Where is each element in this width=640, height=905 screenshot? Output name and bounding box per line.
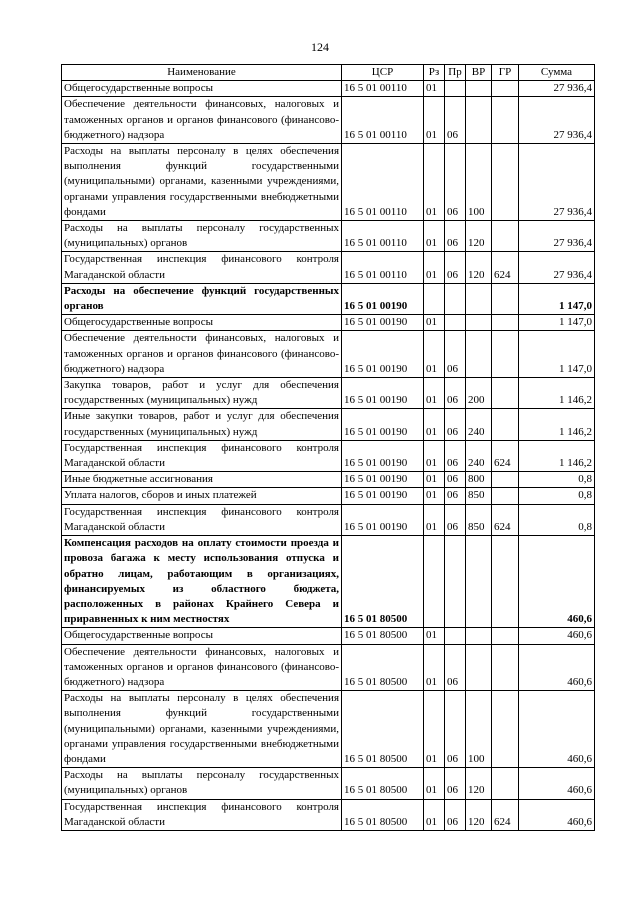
row-csr: 16 5 01 80500: [342, 536, 424, 628]
row-name: Иные бюджетные ассигнования: [62, 472, 342, 488]
row-csr: 16 5 01 00190: [342, 315, 424, 331]
row-sum: 27 936,4: [519, 81, 595, 97]
row-csr: 16 5 01 80500: [342, 691, 424, 768]
table-row: [62, 409, 595, 440]
row-csr: 16 5 01 00190: [342, 440, 424, 471]
row-sum: 460,6: [519, 628, 595, 644]
row-vr: 240: [466, 409, 492, 440]
row-csr: 16 5 01 80500: [342, 799, 424, 830]
row-sum: 460,6: [519, 768, 595, 799]
row-gr: [492, 472, 519, 488]
row-pr: 06: [445, 144, 466, 221]
row-sum: 460,6: [519, 644, 595, 691]
row-gr: [492, 768, 519, 799]
header-name: Наименование: [62, 65, 342, 81]
row-name: Обеспечение деятельности финансовых, налоговых и таможенных органов и органов финансового (финансово-бюджетного) надзора: [62, 97, 342, 144]
row-rz: 01: [424, 440, 445, 471]
row-gr: [492, 409, 519, 440]
row-vr: [466, 644, 492, 691]
row-rz: 01: [424, 331, 445, 378]
row-sum: 0,8: [519, 472, 595, 488]
row-gr: 624: [492, 252, 519, 283]
row-rz: 01: [424, 504, 445, 535]
row-sum: 27 936,4: [519, 97, 595, 144]
row-rz: 01: [424, 691, 445, 768]
row-name: Государственная инспекция финансового контроля Магаданской области: [62, 799, 342, 830]
row-rz: 01: [424, 628, 445, 644]
row-sum: 1 146,2: [519, 409, 595, 440]
row-name: Закупка товаров, работ и услуг для обеспечения государственных (муниципальных) нужд: [62, 378, 342, 409]
row-name: Общегосударственные вопросы: [62, 628, 342, 644]
row-vr: 200: [466, 378, 492, 409]
row-csr: 16 5 01 00110: [342, 221, 424, 252]
table-row: [62, 504, 595, 535]
table-row: [62, 81, 595, 97]
row-rz: 01: [424, 799, 445, 830]
row-sum: 460,6: [519, 536, 595, 628]
row-pr: [445, 81, 466, 97]
row-rz: 01: [424, 409, 445, 440]
page-number: 124: [311, 40, 329, 54]
row-name: Расходы на выплаты персоналу государственных (муниципальных) органов: [62, 221, 342, 252]
row-name: Государственная инспекция финансового контроля Магаданской области: [62, 504, 342, 535]
table-row: [62, 691, 595, 768]
row-vr: [466, 81, 492, 97]
table-row: [62, 799, 595, 830]
row-gr: [492, 97, 519, 144]
row-vr: 120: [466, 768, 492, 799]
row-gr: [492, 644, 519, 691]
row-name: Компенсация расходов на оплату стоимости проезда и провоза багажа к месту использования отпуска и обратно лицам, работающим в организациях, финансируемых из областного бюджета, расположенных в районах Крайнего Севера и приравненных к ним местностях: [62, 536, 342, 628]
header-sum: Сумма: [519, 65, 595, 81]
row-vr: 120: [466, 221, 492, 252]
row-csr: 16 5 01 00190: [342, 331, 424, 378]
row-sum: 460,6: [519, 799, 595, 830]
table-row: [62, 331, 595, 378]
row-pr: 06: [445, 97, 466, 144]
row-csr: 16 5 01 00110: [342, 252, 424, 283]
row-name: Расходы на выплаты персоналу в целях обеспечения выполнения функций государственными (муниципальными) органами, казенными учреждениями, органами управления государственными внебюджетными фондами: [62, 691, 342, 768]
table-row: [62, 283, 595, 314]
row-vr: [466, 628, 492, 644]
row-gr: 624: [492, 440, 519, 471]
row-sum: 1 146,2: [519, 440, 595, 471]
row-sum: 27 936,4: [519, 252, 595, 283]
row-rz: 01: [424, 97, 445, 144]
row-csr: 16 5 01 00110: [342, 144, 424, 221]
row-rz: [424, 283, 445, 314]
row-csr: 16 5 01 00190: [342, 504, 424, 535]
table-row: [62, 628, 595, 644]
row-vr: [466, 331, 492, 378]
row-gr: [492, 331, 519, 378]
row-name: Государственная инспекция финансового контроля Магаданской области: [62, 440, 342, 471]
budget-table: [61, 64, 595, 831]
row-sum: 1 147,0: [519, 283, 595, 314]
row-vr: [466, 536, 492, 628]
row-pr: [445, 283, 466, 314]
row-rz: 01: [424, 768, 445, 799]
row-pr: 06: [445, 691, 466, 768]
row-sum: 27 936,4: [519, 144, 595, 221]
row-pr: [445, 315, 466, 331]
row-name: Расходы на обеспечение функций государственных органов: [62, 283, 342, 314]
row-sum: 27 936,4: [519, 221, 595, 252]
row-name: Общегосударственные вопросы: [62, 81, 342, 97]
row-csr: 16 5 01 00190: [342, 488, 424, 504]
row-sum: 460,6: [519, 691, 595, 768]
row-csr: 16 5 01 00190: [342, 409, 424, 440]
row-pr: [445, 628, 466, 644]
row-rz: 01: [424, 644, 445, 691]
row-name: Расходы на выплаты персоналу в целях обеспечения выполнения функций государственными (муниципальными) органами, казенными учреждениями, органами управления государственными внебюджетными фондами: [62, 144, 342, 221]
row-name: Расходы на выплаты персоналу государственных (муниципальных) органов: [62, 768, 342, 799]
row-sum: 1 147,0: [519, 331, 595, 378]
row-vr: [466, 315, 492, 331]
row-rz: 01: [424, 472, 445, 488]
row-pr: 06: [445, 472, 466, 488]
header-vr: ВР: [466, 65, 492, 81]
row-rz: 01: [424, 378, 445, 409]
table-row: [62, 378, 595, 409]
row-csr: 16 5 01 00110: [342, 81, 424, 97]
row-sum: 1 146,2: [519, 378, 595, 409]
row-gr: [492, 221, 519, 252]
row-pr: 06: [445, 768, 466, 799]
row-name: Общегосударственные вопросы: [62, 315, 342, 331]
row-pr: 06: [445, 504, 466, 535]
row-pr: 06: [445, 644, 466, 691]
row-csr: 16 5 01 00190: [342, 378, 424, 409]
row-vr: 100: [466, 691, 492, 768]
row-gr: [492, 283, 519, 314]
table-row: [62, 536, 595, 628]
row-pr: 06: [445, 799, 466, 830]
header-csr: ЦСР: [342, 65, 424, 81]
row-pr: 06: [445, 440, 466, 471]
row-vr: [466, 97, 492, 144]
row-vr: 240: [466, 440, 492, 471]
row-name: Государственная инспекция финансового контроля Магаданской области: [62, 252, 342, 283]
row-gr: [492, 144, 519, 221]
row-csr: 16 5 01 80500: [342, 644, 424, 691]
row-gr: 624: [492, 504, 519, 535]
row-csr: 16 5 01 80500: [342, 768, 424, 799]
row-sum: 0,8: [519, 504, 595, 535]
table-body: [62, 81, 595, 831]
row-rz: 01: [424, 488, 445, 504]
row-csr: 16 5 01 80500: [342, 628, 424, 644]
row-csr: 16 5 01 00190: [342, 283, 424, 314]
row-gr: [492, 81, 519, 97]
row-rz: 01: [424, 315, 445, 331]
table-row: [62, 144, 595, 221]
row-rz: 01: [424, 144, 445, 221]
row-vr: [466, 283, 492, 314]
row-name: Обеспечение деятельности финансовых, налоговых и таможенных органов и органов финансового (финансово-бюджетного) надзора: [62, 331, 342, 378]
table-row: [62, 252, 595, 283]
row-rz: 01: [424, 221, 445, 252]
row-sum: 1 147,0: [519, 315, 595, 331]
table-row: [62, 315, 595, 331]
row-name: Обеспечение деятельности финансовых, налоговых и таможенных органов и органов финансового (финансово-бюджетного) надзора: [62, 644, 342, 691]
row-gr: [492, 378, 519, 409]
row-vr: 850: [466, 488, 492, 504]
row-vr: 120: [466, 252, 492, 283]
table-row: [62, 97, 595, 144]
row-gr: [492, 315, 519, 331]
table-row: [62, 440, 595, 471]
row-pr: 06: [445, 488, 466, 504]
row-gr: [492, 691, 519, 768]
row-pr: 06: [445, 252, 466, 283]
row-name: Иные закупки товаров, работ и услуг для обеспечения государственных (муниципальных) нужд: [62, 409, 342, 440]
row-gr: [492, 628, 519, 644]
row-vr: 800: [466, 472, 492, 488]
table-row: [62, 768, 595, 799]
row-csr: 16 5 01 00190: [342, 472, 424, 488]
row-sum: 0,8: [519, 488, 595, 504]
row-name: Уплата налогов, сборов и иных платежей: [62, 488, 342, 504]
row-gr: [492, 536, 519, 628]
header-rz: Рз: [424, 65, 445, 81]
table-row: [62, 644, 595, 691]
header-gr: ГР: [492, 65, 519, 81]
row-vr: 850: [466, 504, 492, 535]
header-pr: Пр: [445, 65, 466, 81]
table-header-row: [62, 65, 595, 81]
row-vr: 120: [466, 799, 492, 830]
row-pr: 06: [445, 409, 466, 440]
table-row: [62, 488, 595, 504]
row-pr: [445, 536, 466, 628]
table-row: [62, 221, 595, 252]
row-gr: [492, 488, 519, 504]
table-row: [62, 472, 595, 488]
row-vr: 100: [466, 144, 492, 221]
row-pr: 06: [445, 378, 466, 409]
row-pr: 06: [445, 331, 466, 378]
row-rz: 01: [424, 252, 445, 283]
row-rz: 01: [424, 81, 445, 97]
row-rz: [424, 536, 445, 628]
row-gr: 624: [492, 799, 519, 830]
row-pr: 06: [445, 221, 466, 252]
row-csr: 16 5 01 00110: [342, 97, 424, 144]
